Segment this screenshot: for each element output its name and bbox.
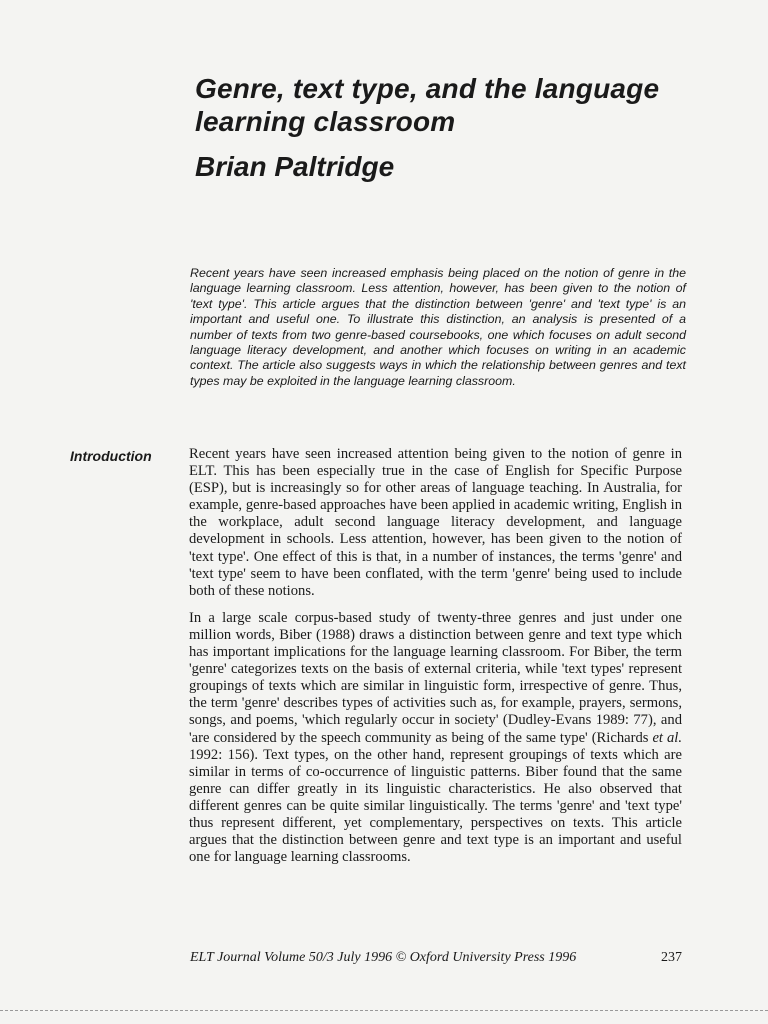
journal-citation: ELT Journal Volume 50/3 July 1996 © Oxford University Press 1996 — [190, 950, 577, 965]
page-footer — [190, 950, 682, 966]
article-title: Genre, text type, and the language learning classroom — [195, 73, 660, 137]
paragraph-2 — [189, 610, 682, 866]
citation-et-al: et al. — [652, 729, 682, 746]
scan-edge-rule — [0, 1010, 768, 1011]
section-heading: Introduction — [70, 448, 152, 464]
article-author: Brian Paltridge — [195, 151, 395, 182]
page-number: 237 — [661, 950, 682, 965]
paragraph-2-part-a: In a large scale corpus-based study of twenty-three genres and just under one million words, Biber (1988) draws a distinction between genre and text type which has important implications for the language learning classroom. For Biber, the term 'genre' categorizes texts on the basis of external criteria, while 'text types' represent groupings of texts which are similar in linguistic form, irrespective of genre. Thus, the term 'genre' describes types of activities such as, for example, prayers, sermons, songs, and poems, 'which regularly occur in society' (Dudley-Evans 1989: 77), and 'are considered by the speech community as being of the same type' (Richards — [189, 609, 682, 746]
paragraph-1: Recent years have seen increased attention being given to the notion of genre in ELT. This has been especially true in the case of English for Specific Purpose (ESP), but is increasingly so for other areas of language teaching. In Australia, for example, genre-based approaches have been applied in academic writing, English in the workplace, adult second language literacy development, and language development in schools. Less attention, however, has been given to the notion of 'text type'. One effect of this is that, in a number of instances, the terms 'genre' and 'text type' seem to have been conflated, with the term 'genre' being used to include both of these notions. — [189, 446, 682, 599]
abstract: Recent years have seen increased emphasis being placed on the notion of genre in the language learning classroom. Less attention, however, has been given to the notion of 'text type'. This article argues that the distinction between 'genre' and 'text type' is an important and useful one. To illustrate this distinction, an analysis is presented of a number of texts from two genre-based coursebooks, one which focuses on adult second language literacy development, and another which focuses on writing in an academic context. The article also suggests ways in which the relationship between genres and text types may be exploited in the language learning classroom. — [190, 266, 686, 388]
paragraph-2-part-b: 1992: 156). Text types, on the other hand, represent groupings of texts which are similar in terms of co-occurrence of linguistic patterns. Biber found that the same genre can differ greatly in its linguistic characteristics. He also observed that different genres can be quite similar linguistically. The terms 'genre' and 'text type' thus represent different, yet complementary, perspectives on texts. This article argues that the distinction between genre and text type is an important and useful one for language learning classrooms. — [189, 746, 682, 866]
body-text — [189, 446, 682, 876]
